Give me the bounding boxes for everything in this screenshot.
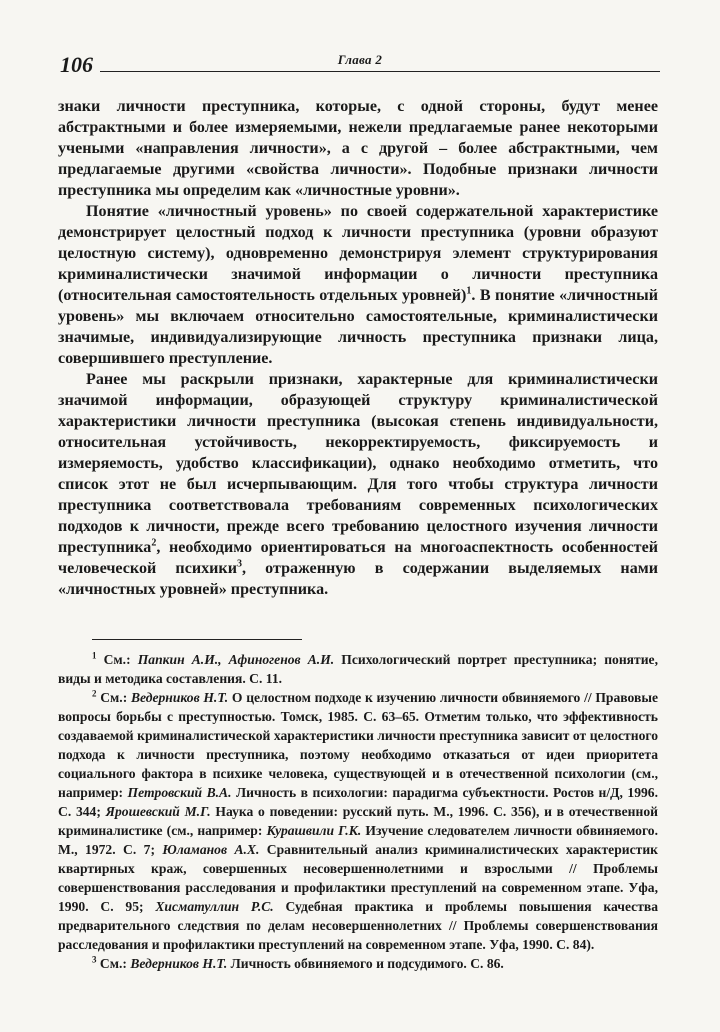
paragraph-3-text-b: , необходимо ориентироваться на многоаспектность особенностей человеческой психики — [58, 539, 658, 577]
paragraph-3 — [58, 369, 658, 600]
paragraph-2-text-a: Понятие «личностный уровень» по своей содержательной характеристике демонстрирует целостный подход к личности преступника (уровни образуют целостную систему), одновременно демонстрируя элемент структурирования криминалистически значимой информации о личности преступника (относительная самостоятельность отдельных уровней) — [58, 203, 658, 304]
footnote-ref-1[interactable]: 1 — [466, 285, 472, 297]
footnote-2 — [58, 688, 658, 954]
paragraph-2 — [58, 201, 658, 369]
footnote-3-text: Личность обвиняемого и подсудимого. С. 86. — [227, 956, 504, 971]
footnote-1-lead: См.: — [96, 652, 138, 667]
footnote-3-author: Ведерников Н.Т. — [130, 956, 228, 971]
footnote-1-number: 1 — [92, 650, 97, 661]
footnote-1-text: Психологический портрет преступника; понятие, виды и методика составления. С. 11. — [58, 652, 658, 686]
footnote-rule — [92, 639, 302, 640]
footnote-2-text-4: Изучение следователем личности обвиняемого. М., 1972. С. 7; — [58, 823, 658, 857]
footnote-1 — [58, 650, 658, 688]
footnotes — [58, 650, 658, 973]
paragraph-2-text-b: . В понятие «личностный уровень» мы включаем относительно самостоятельные, криминалистически значимые, индивидуализирующие личность преступника признаки лица, совершившего преступление. — [58, 287, 658, 367]
footnote-2-author-3: Ярошевский М.Г. — [105, 804, 211, 819]
footnote-2-author-2: Петровский В.А. — [127, 785, 232, 800]
footnote-2-author-1: Ведерников Н.Т. — [130, 690, 229, 705]
footnote-ref-3[interactable]: 3 — [236, 558, 242, 570]
paragraph-3-text-c: , отраженную в содержании выделяемых нами «личностных уровней» преступника. — [58, 560, 658, 598]
footnote-ref-2[interactable]: 2 — [151, 537, 157, 549]
footnote-3-lead: См.: — [96, 956, 131, 971]
footnote-2-number: 2 — [92, 688, 97, 699]
footnote-2-author-5: Юламанов А.Х. — [162, 842, 260, 857]
footnote-2-lead: См.: — [96, 690, 131, 705]
running-header — [60, 52, 660, 78]
main-text — [58, 96, 658, 600]
paragraph-1: знаки личности преступника, которые, с одной стороны, будут менее абстрактными и более измеряемыми, нежели предлагаемые ранее некоторыми учеными «направления личности», а с другой – более абстрактными, чем предлагаемые другими «свойства личности». Подобные признаки личности преступника мы определим как «личностные уровни». — [58, 98, 658, 199]
chapter-title: Глава 2 — [337, 52, 383, 67]
paragraph-3-text-a: Ранее мы раскрыли признаки, характерные для криминалистически значимой информации, образующей структуру криминалистической характеристики личности преступника (высокая степень индивидуальности, относительная устойчивость, некорректируемость, фиксируемость и измеряемость, удобство классификации), однако необходимо отметить, что список этот не был исчерпывающим. Для того чтобы структура личности преступника соответствовала требованиям современных психологических подходов к личности, прежде всего требованию целостного изучения личности преступника — [58, 371, 658, 556]
footnote-2-text-1: О целостном подходе к изучению личности обвиняемого // Правовые вопросы борьбы с преступностью. Томск, 1985. С. 63–65. Отметим только, что эффективность создаваемой криминалистической характеристики личности преступника зависит от целостного подхода к личности преступника, поэтому необходимо отказаться от идеи приоритета социального фактора в психике человека, существующей и в отечественной психологии (см., например: — [58, 690, 658, 800]
footnote-2-text-5: Сравнительный анализ криминалистических характеристик квартирных краж, совершенных несовершеннолетними и взрослыми // Проблемы совершенствования расследования и профилактики преступлений на современном этапе. Уфа, 1990. С. 95; — [58, 842, 658, 914]
footnote-2-text-6: Судебная практика и проблемы повышения качества предварительного следствия по делам несовершеннолетних // Проблемы совершенствования расследования и профилактики преступлений на современном этапе. Уфа, 1990. С. 84). — [58, 899, 659, 952]
footnote-2-text-3: Наука о поведении: русский путь. М., 1996. С. 356), и в отечественной криминалистике (см., например: — [58, 804, 658, 838]
footnote-2-author-4: Курашвили Г.К. — [266, 823, 362, 838]
footnote-3-number: 3 — [92, 954, 97, 965]
footnote-1-author: Папкин А.И., Афиногенов А.И. — [137, 652, 335, 667]
page-number: 106 — [60, 52, 93, 77]
footnote-2-text-2: Личность в психологии: парадигма субъектности. Ростов н/Д, 1996. С. 344; — [58, 785, 658, 819]
footnote-3 — [58, 954, 658, 973]
header-rule — [100, 71, 660, 72]
footnote-2-author-6: Хисматуллин Р.С. — [155, 899, 274, 914]
